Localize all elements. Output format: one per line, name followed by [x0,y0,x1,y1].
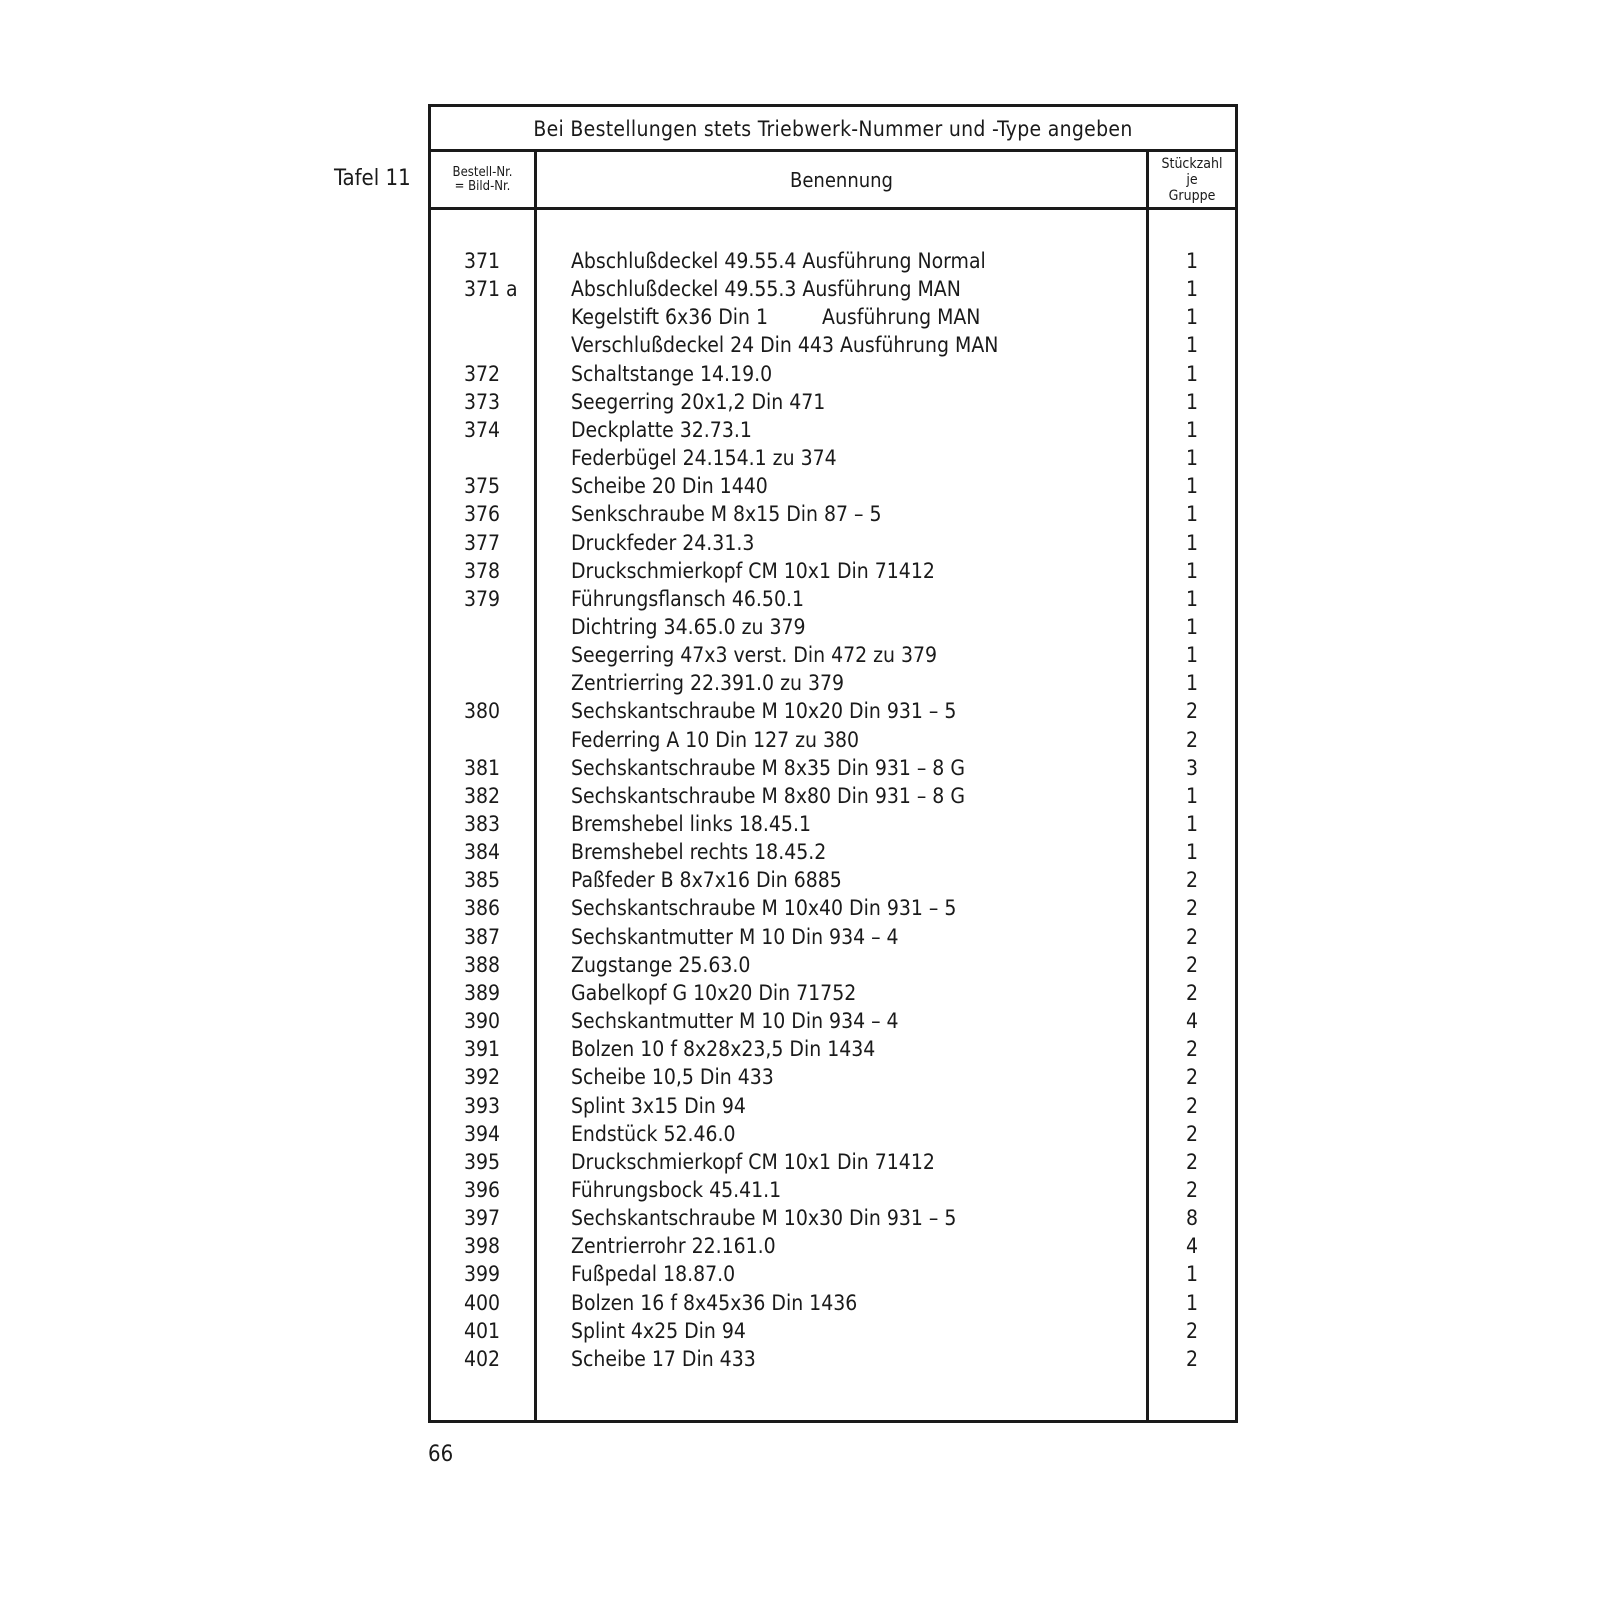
table-row [431,331,1235,359]
order-number: 371 [464,249,501,273]
quantity: 2 [1185,980,1199,1005]
order-number: 390 [464,1009,501,1034]
table-row [431,1204,1235,1232]
order-number: 394 [464,1121,501,1146]
quantity: 2 [1185,1318,1199,1343]
table-row [431,894,1235,922]
order-number: 384 [464,840,501,865]
table-row [431,669,1235,697]
quantity: 2 [1185,952,1199,977]
designation: Druckschmierkopf CM 10x1 Din 71412 [571,1149,935,1174]
designation: Zentrierring 22.391.0 zu 379 [571,671,845,696]
quantity: 1 [1185,643,1199,668]
quantity: 2 [1185,868,1199,893]
designation: Scheibe 10,5 Din 433 [571,1065,774,1090]
table-row [431,923,1235,951]
designation: Senkschraube M 8x15 Din 87 – 5 [571,502,882,527]
header-line: Stückzahl [1161,155,1223,172]
quantity: 2 [1185,1065,1199,1090]
quantity: 1 [1185,840,1199,865]
header-line: = Bild-Nr. [454,178,511,194]
designation: Führungsbock 45.41.1 [571,1177,782,1202]
table-row [431,866,1235,894]
designation: Federring A 10 Din 127 zu 380 [571,727,860,752]
designation: Federbügel 24.154.1 zu 374 [571,446,837,471]
table-row [431,1289,1235,1317]
designation: Sechskantschraube M 10x40 Din 931 – 5 [571,896,957,921]
quantity: 2 [1185,924,1199,949]
table-row [431,1035,1235,1063]
order-number: 395 [464,1149,501,1174]
quantity: 2 [1185,1177,1199,1202]
order-number: 399 [464,1262,501,1287]
table-row [431,1345,1235,1373]
table-row [431,1120,1235,1148]
order-number: 372 [464,361,501,386]
quantity: 4 [1185,1009,1199,1034]
order-number: 393 [464,1093,501,1118]
designation: Sechskantschraube M 10x30 Din 931 – 5 [571,1206,957,1231]
order-number: 392 [464,1065,501,1090]
designation: Paßfeder B 8x7x16 Din 6885 [571,868,842,893]
order-number: 388 [464,952,501,977]
quantity: 2 [1185,1121,1199,1146]
table-row [431,810,1235,838]
order-number: 373 [464,389,501,414]
quantity: 3 [1185,755,1199,780]
table-row [431,444,1235,472]
quantity: 1 [1185,474,1199,499]
designation: Seegerring 47x3 verst. Din 472 zu 379 [571,643,938,668]
table-row [431,951,1235,979]
designation: Sechskantmutter M 10 Din 934 – 4 [571,1009,899,1034]
quantity: 1 [1185,502,1199,527]
quantity: 1 [1185,812,1199,836]
designation: Bolzen 10 f 8x28x23,5 Din 1434 [571,1037,876,1062]
order-number: 387 [464,924,501,949]
column-header-designation: Benennung [790,167,893,192]
order-number: 398 [464,1234,501,1259]
table-row [431,500,1235,528]
designation: Abschlußdeckel 49.55.4 Ausführung Normal [571,249,986,273]
table-row [431,1092,1235,1120]
header-line: Gruppe [1168,187,1216,204]
designation: Splint 4x25 Din 94 [571,1318,746,1343]
parts-table [428,104,1238,1423]
order-number: 400 [464,1290,501,1315]
table-row [431,754,1235,782]
quantity: 1 [1185,249,1199,273]
quantity: 1 [1185,333,1199,358]
designation: Seegerring 20x1,2 Din 471 [571,389,826,414]
table-row [431,1063,1235,1091]
quantity: 8 [1185,1206,1199,1231]
quantity: 1 [1185,361,1199,386]
quantity: 1 [1185,277,1199,302]
order-number: 377 [464,530,501,555]
quantity: 2 [1185,1093,1199,1118]
designation: Gabelkopf G 10x20 Din 71752 [571,980,857,1005]
quantity: 1 [1185,389,1199,414]
plate-label: Tafel 11 [334,166,411,191]
designation: Abschlußdeckel 49.55.3 Ausführung MAN [571,277,961,302]
quantity: 2 [1185,1037,1199,1062]
quantity: 1 [1185,614,1199,639]
table-row [431,388,1235,416]
designation: Sechskantschraube M 8x35 Din 931 – 8 G [571,755,965,780]
designation: Splint 3x15 Din 94 [571,1093,746,1118]
quantity: 2 [1185,699,1199,724]
column-header-order-number [431,152,534,207]
designation: Bolzen 16 f 8x45x36 Din 1436 [571,1290,858,1315]
designation: Scheibe 20 Din 1440 [571,474,768,499]
order-number: 371 a [464,277,518,302]
quantity: 1 [1185,1262,1199,1287]
designation: Druckschmierkopf CM 10x1 Din 71412 [571,558,935,583]
designation: Führungsflansch 46.50.1 [571,586,804,611]
table-row [431,1007,1235,1035]
table-row [431,697,1235,725]
table-row [431,416,1235,444]
quantity: 4 [1185,1234,1199,1259]
order-number: 385 [464,868,501,893]
quantity: 2 [1185,1346,1199,1371]
table-row [431,529,1235,557]
order-number: 374 [464,417,501,442]
quantity: 1 [1185,1290,1199,1315]
table-row [431,247,1235,275]
table-row [431,557,1235,585]
order-number: 380 [464,699,501,724]
designation: Druckfeder 24.31.3 [571,530,755,555]
quantity: 1 [1185,586,1199,611]
quantity: 2 [1185,1149,1199,1174]
designation: Scheibe 17 Din 433 [571,1346,756,1371]
designation: Kegelstift 6x36 Din 1 Ausführung MAN [571,305,981,330]
table-row [431,472,1235,500]
designation: Sechskantschraube M 8x80 Din 931 – 8 G [571,783,965,808]
table-row [431,360,1235,388]
order-number: 375 [464,474,501,499]
table-row [431,726,1235,754]
order-number: 402 [464,1346,501,1371]
designation: Sechskantmutter M 10 Din 934 – 4 [571,924,899,949]
table-row [431,1260,1235,1288]
table-row [431,1232,1235,1260]
designation: Zentrierrohr 22.161.0 [571,1234,776,1259]
order-number: 396 [464,1177,501,1202]
designation: Deckplatte 32.73.1 [571,417,752,442]
quantity: 1 [1185,417,1199,442]
order-number: 391 [464,1037,501,1062]
order-number: 376 [464,502,501,527]
quantity: 1 [1185,530,1199,555]
designation: Verschlußdeckel 24 Din 443 Ausführung MAN [571,333,999,358]
table-row [431,1176,1235,1204]
designation: Schaltstange 14.19.0 [571,361,773,386]
order-number: 386 [464,896,501,921]
order-number: 382 [464,783,501,808]
quantity: 1 [1185,558,1199,583]
order-number: 383 [464,812,501,836]
order-number: 381 [464,755,501,780]
table-row [431,641,1235,669]
header-line: je [1186,171,1198,188]
quantity: 1 [1185,671,1199,696]
designation: Bremshebel links 18.45.1 [571,812,811,836]
order-number: 379 [464,586,501,611]
header-divider [431,207,1235,210]
table-row [431,585,1235,613]
order-notice-banner: Bei Bestellungen stets Triebwerk-Nummer und -Type angeben [431,107,1235,152]
quantity: 1 [1185,783,1199,808]
table-row [431,979,1235,1007]
table-row [431,838,1235,866]
order-number: 401 [464,1318,501,1343]
table-row [431,303,1235,331]
quantity: 1 [1185,305,1199,330]
column-header-quantity [1149,152,1235,207]
table-row [431,1148,1235,1176]
table-row [431,1317,1235,1345]
designation: Fußpedal 18.87.0 [571,1262,736,1287]
order-number: 389 [464,980,501,1005]
quantity: 2 [1185,727,1199,752]
designation: Dichtring 34.65.0 zu 379 [571,614,806,639]
designation: Bremshebel rechts 18.45.2 [571,840,827,865]
order-number: 397 [464,1206,501,1231]
quantity: 1 [1185,446,1199,471]
table-row [431,613,1235,641]
header-line: Bestell-Nr. [452,164,513,180]
designation: Zugstange 25.63.0 [571,952,751,977]
order-number: 378 [464,558,501,583]
table-row [431,275,1235,303]
page-number: 66 [428,1442,454,1467]
table-row [431,782,1235,810]
designation: Sechskantschraube M 10x20 Din 931 – 5 [571,699,957,724]
designation: Endstück 52.46.0 [571,1121,736,1146]
quantity: 2 [1185,896,1199,921]
